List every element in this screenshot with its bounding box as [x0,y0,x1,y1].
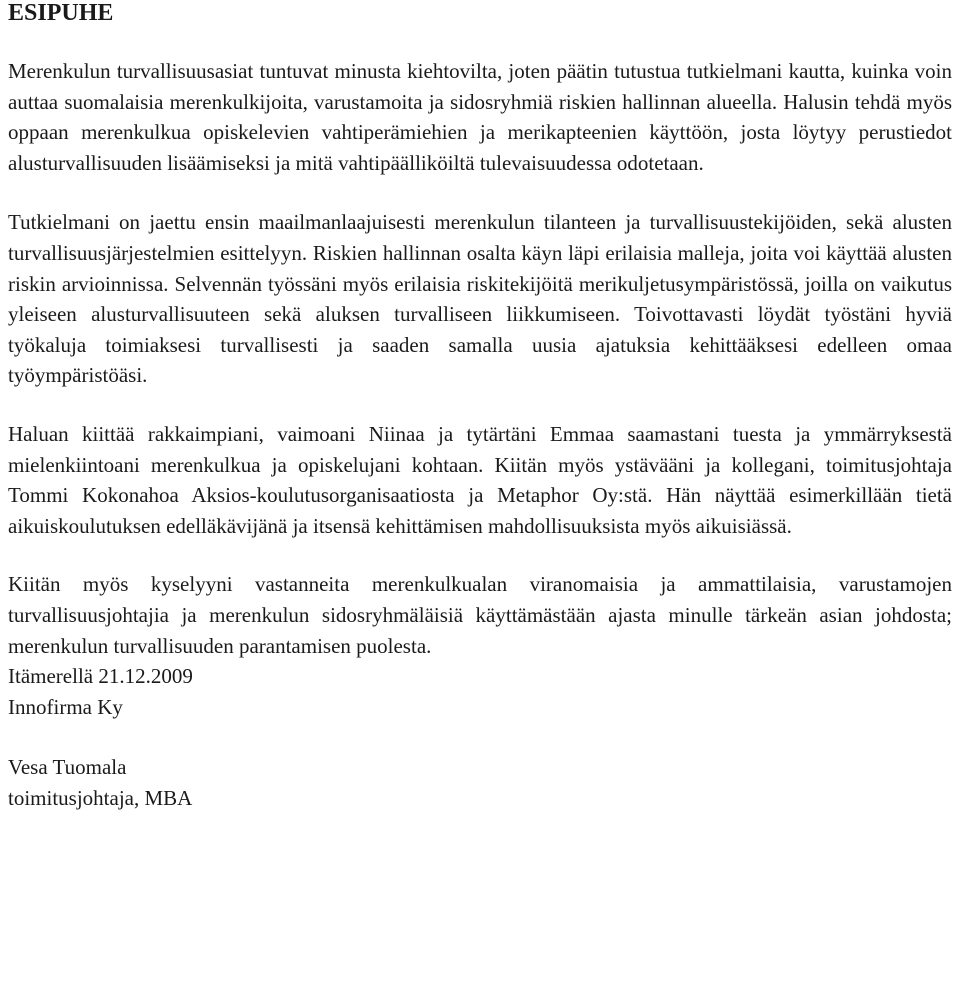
place-date: Itämerellä 21.12.2009 [8,664,193,689]
document-heading: ESIPUHE [8,0,114,26]
paragraph-structure: Tutkielmani on jaettu ensin maailmanlaajuisesti merenkulun tilanteen ja turvallisuustekijöiden, sekä alusten turvallisuusjärjestelmien esittelyyn. Riskien hallinnan osalta käyn läpi erilaisia malleja, joita voi käyttää alusten riskin arvioinnissa. Selvennän työssäni myös erilaisia riskitekijöitä merikuljetusympäristössä, joilla on vaikutus yleiseen alusturvallisuuteen sekä aluksen turvalliseen liikkumiseen. Toivottavasti löydät työstäni hyviä työkaluja toimiaksesi turvallisesti ja saaden samalla uusia ajatuksia kehittääksesi edelleen omaa työympäristöäsi. [8,210,952,388]
paragraph-introduction: Merenkulun turvallisuusasiat tuntuvat minusta kiehtovilta, joten päätin tutustua tutkielmani kautta, kuinka voin auttaa suomalaisia merenkulkijoita, varustamoita ja sidosryhmiä riskien hallinnan alueella. Halusin tehdä myös oppaan merenkulkua opiskelevien vahtiperämiehien ja merikapteenien käyttöön, josta löytyy perustiedot alusturvallisuuden lisäämiseksi ja mitä vahtipäälliköiltä tulevaisuudessa odotetaan. [8,59,952,175]
signature-block [8,752,952,813]
paragraph-thanks-respondents: Kiitän myös kyselyyni vastanneita merenkulkualan viranomaisia ja ammattilaisia, varustamojen turvallisuusjohtajia ja merenkulun sidosryhmäläisiä käyttämästään ajasta minulle tärkeän asian johdosta; merenkulun turvallisuuden parantamisen puolesta. [8,572,952,658]
company-name: Innofirma Ky [8,694,123,719]
signer-name: Vesa Tuomala [8,755,127,780]
paragraph-thanks-family: Haluan kiittää rakkaimpiani, vaimoani Niinaa ja tytärtäni Emmaa saamastani tuesta ja ymmärryksestä mielenkiintoani merenkulkua ja opiskelujani kohtaan. Kiitän myös ystävääni ja kollegani, toimitusjohtaja Tommi Kokonahoa Aksios-koulutusorganisaatiosta ja Metaphor Oy:stä. Hän näyttää esimerkillään tietä aikuiskoulutuksen edelläkävijänä ja itsensä kehittämisen mahdollisuuksista myös aikuisiässä. [8,421,952,538]
signer-title: toimitusjohtaja, MBA [8,785,193,810]
